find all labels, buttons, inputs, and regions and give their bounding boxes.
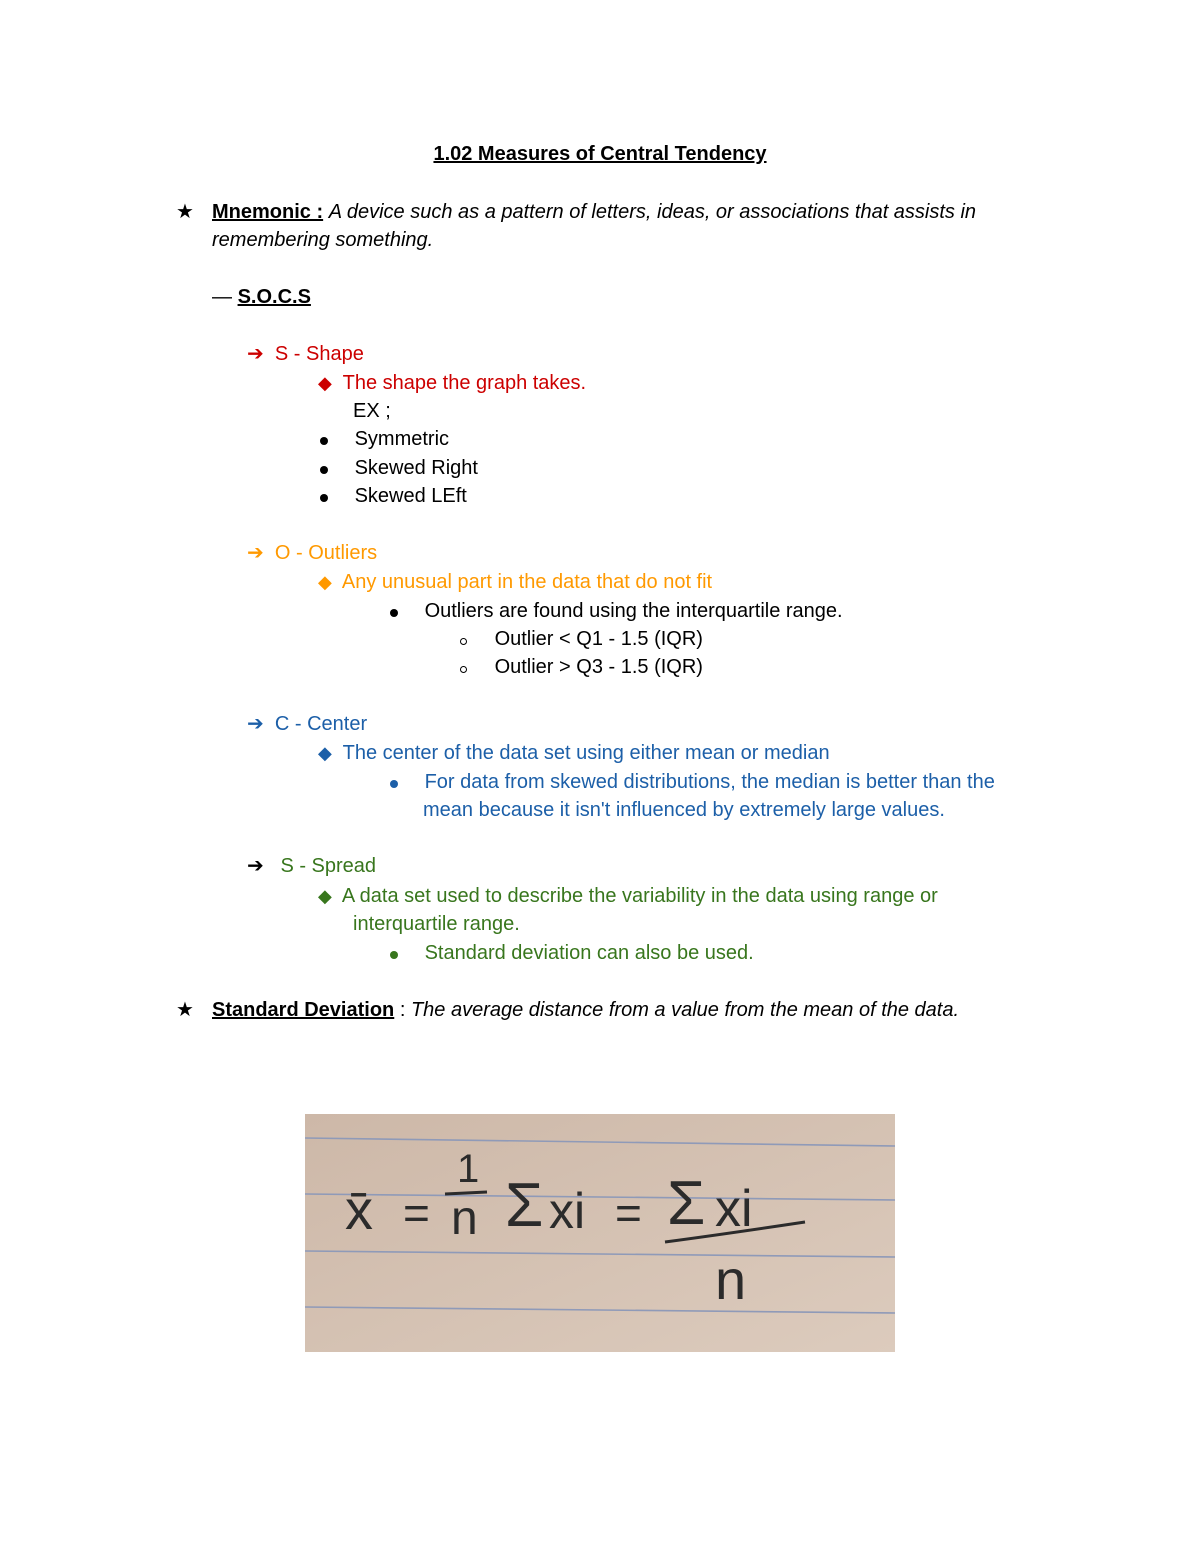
spread-heading	[247, 852, 376, 880]
outliers-heading-label: O - Outliers	[274, 542, 378, 564]
diamond-bullet-icon: ◆	[318, 572, 332, 592]
center-heading	[247, 710, 367, 738]
mnemonic-definition-continued: remembering something.	[212, 229, 434, 251]
center-heading-label: C - Center	[274, 713, 368, 735]
formula-sigma: Σ	[505, 1171, 544, 1240]
spread-sub-text: Standard deviation can also be used.	[424, 942, 754, 964]
ring-bullet-icon	[460, 666, 467, 673]
formula-xi: xi	[715, 1180, 753, 1238]
spread-point-continued: interquartile range.	[353, 913, 520, 935]
arrow-icon: ➔	[247, 855, 264, 877]
page-title: 1.02 Measures of Central Tendency	[433, 143, 767, 165]
arrow-icon: ➔	[247, 343, 264, 365]
outliers-point	[318, 568, 712, 596]
shape-bullet-text: Symmetric	[354, 428, 450, 450]
star-icon: ★	[176, 201, 194, 223]
formula-equals: =	[615, 1187, 642, 1239]
shape-bullet-text: Skewed LEft	[354, 485, 467, 507]
outlier-rule-text: Outlier < Q1 - 1.5 (IQR)	[494, 628, 703, 650]
shape-bullet	[320, 482, 467, 510]
shape-bullet	[320, 425, 449, 453]
outliers-heading	[247, 539, 377, 567]
mnemonic-line	[212, 198, 976, 226]
center-sub-text: For data from skewed distributions, the median is better than the	[424, 771, 995, 793]
mnemonic-term: Mnemonic :	[212, 201, 324, 223]
spread-point	[318, 882, 938, 910]
dot-bullet-icon	[390, 780, 398, 788]
formula-n: n	[451, 1192, 478, 1245]
diamond-bullet-icon: ◆	[318, 373, 332, 393]
spread-heading-label: S - Spread	[280, 855, 377, 877]
standard-deviation-term: Standard Deviation	[212, 999, 395, 1021]
outliers-point-text: Any unusual part in the data that do not fit	[341, 571, 713, 593]
shape-heading-label: S - Shape	[274, 343, 364, 365]
socs-label: S.O.C.S	[237, 286, 311, 308]
arrow-icon: ➔	[247, 542, 264, 564]
mnemonic-definition: A device such as a pattern of letters, ideas, or associations that assists in	[328, 201, 977, 223]
diamond-bullet-icon: ◆	[318, 886, 332, 906]
spread-sub	[390, 939, 754, 967]
star-icon: ★	[176, 999, 194, 1021]
shape-example-label: EX ;	[353, 400, 391, 422]
formula-photo-drawing	[305, 1114, 895, 1352]
shape-point	[318, 369, 586, 397]
diamond-bullet-icon: ◆	[318, 743, 332, 763]
formula-xbar: x̄	[345, 1178, 373, 1241]
outliers-sub	[390, 597, 843, 625]
em-dash-icon: —	[212, 286, 232, 308]
dot-bullet-icon	[390, 951, 398, 959]
shape-point-text: The shape the graph takes.	[342, 372, 587, 394]
outliers-sub-text: Outliers are found using the interquartile range.	[424, 600, 843, 622]
dot-bullet-icon	[320, 466, 328, 474]
shape-bullet	[320, 454, 478, 482]
dot-bullet-icon	[320, 494, 328, 502]
socs-heading	[212, 283, 311, 311]
ring-bullet-icon	[460, 638, 467, 645]
formula-equals: =	[403, 1187, 430, 1239]
formula-xi: xi	[549, 1183, 586, 1239]
formula-n: n	[715, 1248, 747, 1311]
center-sub-continued: mean because it isn't influenced by extremely large values.	[423, 799, 945, 821]
formula-photo	[305, 1114, 895, 1352]
arrow-icon: ➔	[247, 713, 264, 735]
formula-sigma: Σ	[667, 1169, 706, 1238]
dot-bullet-icon	[390, 609, 398, 617]
shape-heading	[247, 340, 364, 368]
dot-bullet-icon	[320, 437, 328, 445]
outlier-rule-text: Outlier > Q3 - 1.5 (IQR)	[494, 656, 703, 678]
spread-point-text: A data set used to describe the variability in the data using range or	[341, 885, 938, 907]
outlier-rule	[460, 625, 703, 653]
standard-deviation-line	[212, 996, 959, 1024]
standard-deviation-separator: :	[399, 999, 406, 1021]
shape-bullet-text: Skewed Right	[354, 457, 478, 479]
standard-deviation-definition: The average distance from a value from the mean of the data.	[410, 999, 960, 1021]
center-point	[318, 739, 830, 767]
formula-one: 1	[457, 1147, 480, 1191]
outlier-rule	[460, 653, 703, 681]
center-sub	[390, 768, 995, 796]
center-point-text: The center of the data set using either mean or median	[342, 742, 830, 764]
